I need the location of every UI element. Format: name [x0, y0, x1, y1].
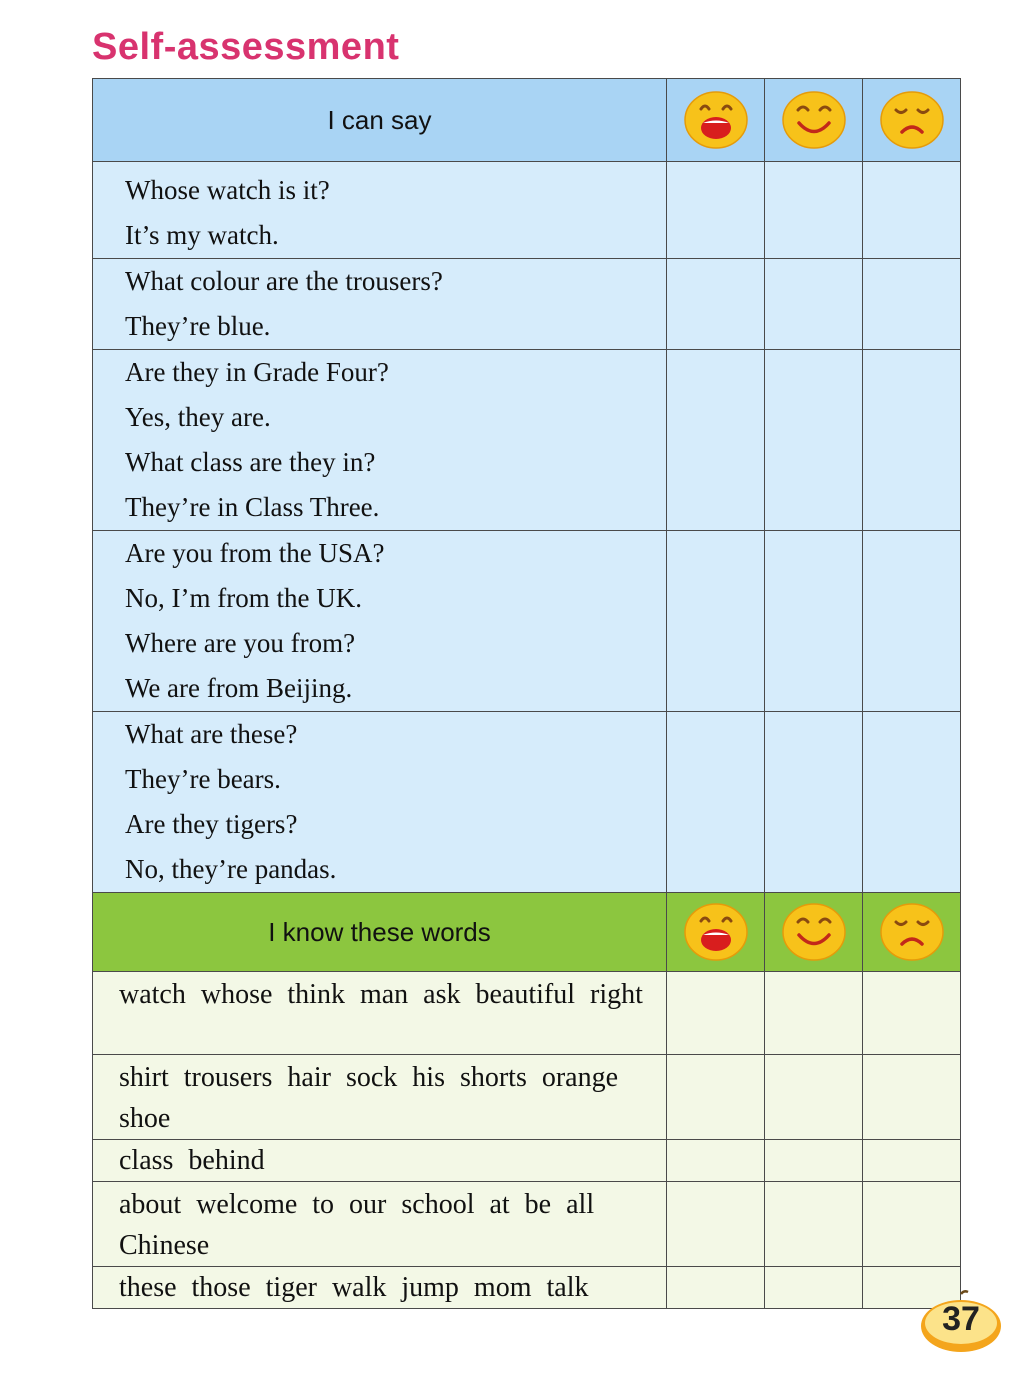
- rating-cell[interactable]: [765, 531, 863, 712]
- laughing-face-icon: [683, 902, 749, 962]
- rating-cell[interactable]: [863, 162, 961, 259]
- rating-cell[interactable]: [667, 1267, 765, 1309]
- sentence-line: Are they tigers?: [125, 809, 298, 839]
- word-row: [93, 1055, 961, 1140]
- rating-cell[interactable]: [863, 1182, 961, 1267]
- i-can-say-header-row: [93, 79, 961, 162]
- rating-cell[interactable]: [765, 350, 863, 531]
- word-cell: [93, 1267, 667, 1309]
- sad-face-icon: [879, 90, 945, 150]
- rating-cell[interactable]: [667, 712, 765, 893]
- i-can-say-header: I can say: [93, 79, 667, 162]
- word-cell: [93, 1055, 667, 1140]
- rating-cell[interactable]: [765, 1140, 863, 1182]
- sentence-row: [93, 162, 961, 259]
- page-number-badge: [918, 1290, 1004, 1354]
- word-cell: [93, 1182, 667, 1267]
- sentence-line: Whose watch is it?: [125, 175, 330, 205]
- word-cell: [93, 1140, 667, 1182]
- word-list: watch whose think man ask beautiful right: [119, 979, 643, 1010]
- word-list: shirt trousers hair sock his shorts orange shoe: [119, 1062, 619, 1134]
- rating-cell[interactable]: [667, 1055, 765, 1140]
- sad-face-icon: [879, 902, 945, 962]
- sentence-line: They’re bears.: [125, 764, 281, 794]
- word-row: [93, 972, 961, 1055]
- sentence-line: We are from Beijing.: [125, 673, 353, 703]
- rating-cell[interactable]: [667, 1140, 765, 1182]
- sentence-line: Are they in Grade Four?: [125, 357, 389, 387]
- rating-cell[interactable]: [863, 972, 961, 1055]
- sentence-cell: [93, 712, 667, 893]
- sentence-line: No, I’m from the UK.: [125, 583, 362, 613]
- sentence-line: Are you from the USA?: [125, 538, 385, 568]
- rating-cell[interactable]: [863, 350, 961, 531]
- rating-cell[interactable]: [863, 531, 961, 712]
- sentence-line: What class are they in?: [125, 447, 376, 477]
- sentence-line: What are these?: [125, 719, 298, 749]
- word-row: [93, 1140, 961, 1182]
- word-row: [93, 1182, 961, 1267]
- word-row: [93, 1267, 961, 1309]
- rating-cell[interactable]: [765, 712, 863, 893]
- sentence-row: [93, 259, 961, 350]
- laughing-face-icon: [683, 90, 749, 150]
- rating-cell[interactable]: [765, 259, 863, 350]
- rating-cell[interactable]: [667, 259, 765, 350]
- word-list: class behind: [119, 1145, 265, 1176]
- sentence-cell: [93, 531, 667, 712]
- sentence-line: What colour are the trousers?: [125, 266, 443, 296]
- word-list: these those tiger walk jump mom talk: [119, 1272, 589, 1303]
- sentence-row: [93, 350, 961, 531]
- rating-cell[interactable]: [765, 1182, 863, 1267]
- rating-cell[interactable]: [863, 259, 961, 350]
- rating-cell[interactable]: [863, 712, 961, 893]
- rating-cell[interactable]: [765, 972, 863, 1055]
- rating-cell[interactable]: [863, 1140, 961, 1182]
- page-title: Self-assessment: [92, 26, 400, 68]
- sentence-row: [93, 712, 961, 893]
- i-know-words-header: I know these words: [93, 893, 667, 972]
- rating-cell[interactable]: [667, 350, 765, 531]
- smiling-face-icon: [781, 902, 847, 962]
- word-list: about welcome to our school at be all Chinese: [119, 1189, 595, 1261]
- page-number: 37: [942, 1300, 980, 1338]
- sentence-line: Yes, they are.: [125, 402, 271, 432]
- rating-cell[interactable]: [765, 1267, 863, 1309]
- sentence-row: [93, 531, 961, 712]
- rating-cell[interactable]: [765, 1055, 863, 1140]
- rating-cell[interactable]: [667, 531, 765, 712]
- sentence-line: They’re blue.: [125, 311, 271, 341]
- sentence-cell: [93, 259, 667, 350]
- rating-cell[interactable]: [863, 1055, 961, 1140]
- self-assessment-table: [92, 78, 961, 1309]
- rating-cell[interactable]: [667, 162, 765, 259]
- rating-cell[interactable]: [765, 162, 863, 259]
- rating-cell[interactable]: [667, 972, 765, 1055]
- sentence-line: It’s my watch.: [125, 220, 279, 250]
- sentence-line: No, they’re pandas.: [125, 854, 337, 884]
- i-know-words-header-row: [93, 893, 961, 972]
- sentence-line: Where are you from?: [125, 628, 356, 658]
- word-cell: [93, 972, 667, 1055]
- sentence-cell: [93, 162, 667, 259]
- sentence-line: They’re in Class Three.: [125, 492, 380, 522]
- rating-cell[interactable]: [667, 1182, 765, 1267]
- smiling-face-icon: [781, 90, 847, 150]
- sentence-cell: [93, 350, 667, 531]
